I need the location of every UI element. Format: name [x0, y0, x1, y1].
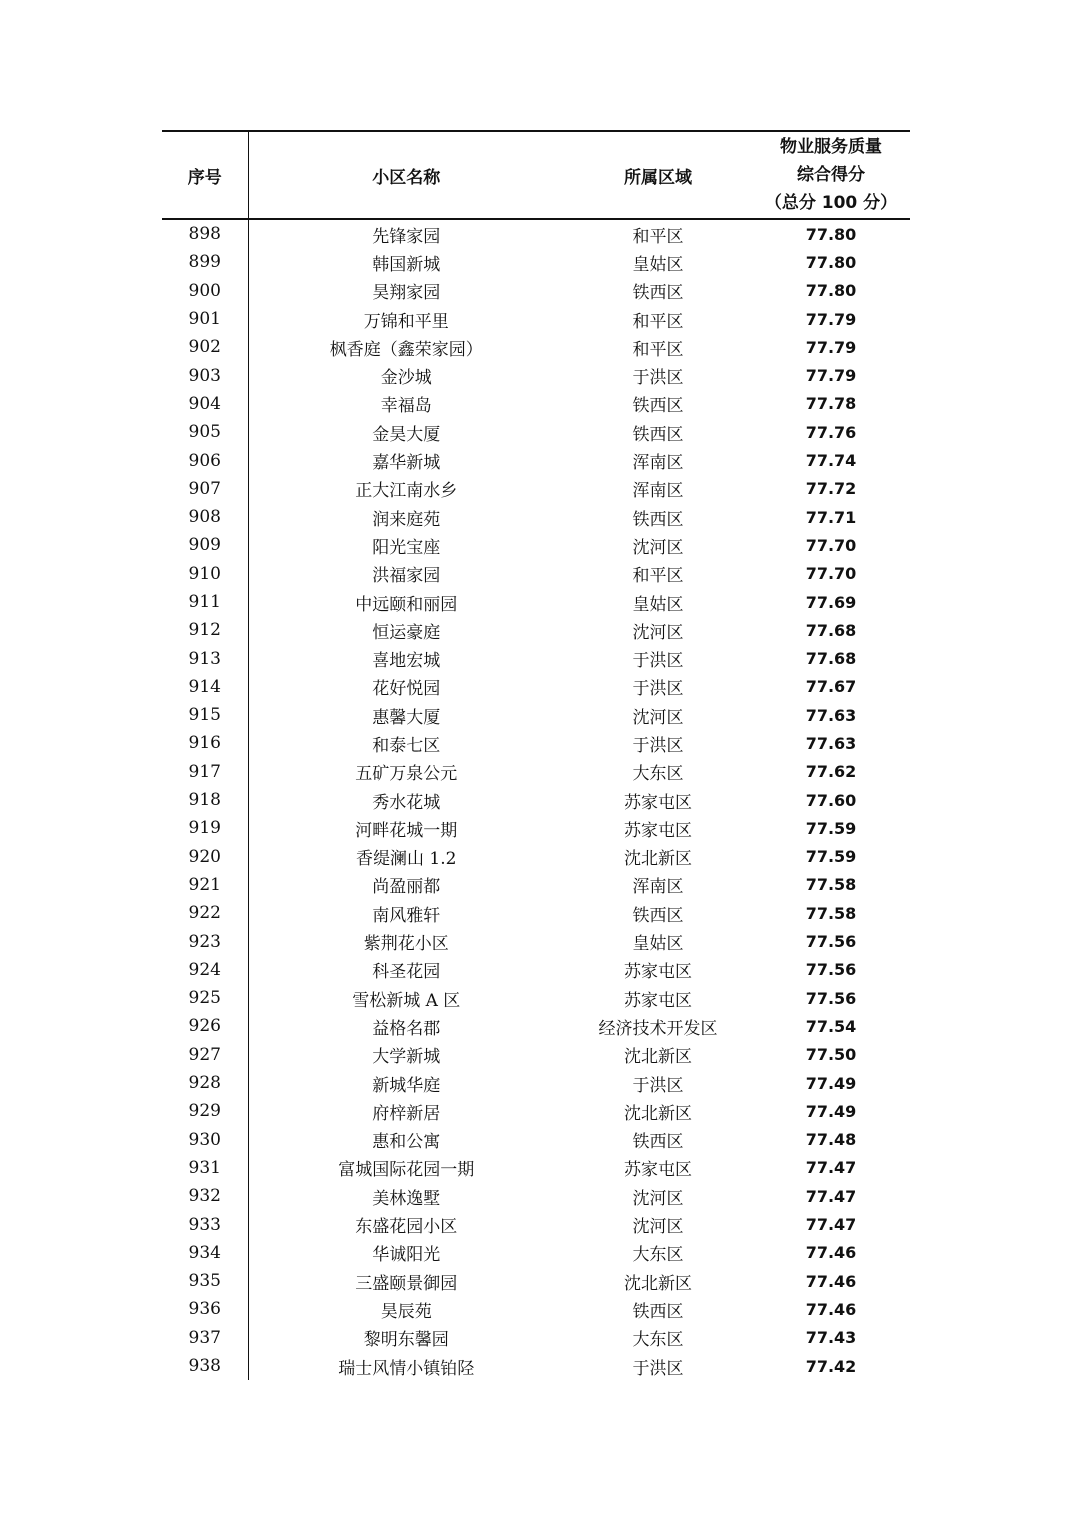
row-no: 914: [162, 673, 248, 701]
row-score: 77.50: [805, 1045, 857, 1065]
row-district: 沈河区: [632, 1188, 684, 1209]
row-score: 77.68: [805, 649, 857, 669]
table-row: [162, 927, 910, 955]
row-score: 77.72: [805, 479, 857, 499]
row-no: 910: [162, 560, 248, 588]
row-district: 沈河区: [632, 622, 684, 643]
row-district: 苏家屯区: [624, 962, 692, 983]
row-name: 万锦和平里: [363, 311, 449, 332]
row-score: 77.58: [805, 875, 857, 895]
row-district: 沈北新区: [624, 849, 692, 870]
row-score: 77.62: [805, 762, 857, 782]
row-name: 五矿万泉公元: [355, 764, 458, 785]
row-score: 77.63: [805, 705, 857, 725]
row-no: 911: [162, 588, 248, 616]
header-score: [752, 131, 910, 219]
row-district: 于洪区: [632, 1358, 684, 1379]
header-row: [162, 131, 910, 219]
row-name: 喜地宏城: [372, 651, 441, 672]
row-no: 909: [162, 531, 248, 559]
table-row: [162, 843, 910, 871]
row-no: 934: [162, 1239, 248, 1267]
table-body: [162, 219, 910, 1380]
row-district: 和平区: [632, 226, 684, 247]
row-score: 77.79: [805, 309, 857, 329]
row-district: 于洪区: [632, 651, 684, 672]
row-name: 雪松新城 A 区: [352, 990, 461, 1011]
row-no: 925: [162, 984, 248, 1012]
row-district: 经济技术开发区: [598, 1018, 718, 1039]
table-row: [162, 1182, 910, 1210]
row-score: 77.80: [805, 252, 857, 272]
table-row: [162, 814, 910, 842]
header-score-line2: 综合得分: [797, 165, 865, 185]
table-row: [162, 1097, 910, 1125]
table-row: [162, 701, 910, 729]
header-district: 所属区域: [564, 131, 752, 219]
row-name: 美林逸墅: [372, 1188, 441, 1209]
row-no: 921: [162, 871, 248, 899]
row-district: 沈河区: [632, 537, 684, 558]
row-name: 府梓新居: [372, 1103, 441, 1124]
row-name: 韩国新城: [372, 254, 441, 275]
row-name: 昊翔家园: [372, 283, 441, 304]
row-score: 77.42: [805, 1356, 857, 1376]
row-no: 918: [162, 786, 248, 814]
row-score: 77.79: [805, 337, 857, 357]
row-score: 77.47: [805, 1158, 857, 1178]
table-row: [162, 984, 910, 1012]
row-score: 77.68: [805, 620, 857, 640]
table-row: [162, 644, 910, 672]
table-row: [162, 1012, 910, 1040]
row-name: 花好悦园: [372, 679, 441, 700]
row-no: 901: [162, 305, 248, 333]
row-district: 浑南区: [632, 877, 684, 898]
row-no: 899: [162, 248, 248, 276]
row-district: 铁西区: [632, 905, 684, 926]
row-name: 黎明东馨园: [363, 1330, 449, 1351]
row-district: 于洪区: [632, 679, 684, 700]
row-score: 77.78: [805, 394, 857, 414]
row-no: 923: [162, 927, 248, 955]
table-row: [162, 1295, 910, 1323]
row-score: 77.60: [805, 790, 857, 810]
row-score: 77.46: [805, 1271, 857, 1291]
row-name: 阳光宝座: [372, 537, 441, 558]
row-no: 936: [162, 1295, 248, 1323]
row-no: 926: [162, 1012, 248, 1040]
row-name: 科圣花园: [372, 962, 441, 983]
row-score: 77.56: [805, 988, 857, 1008]
row-no: 916: [162, 729, 248, 757]
row-score: 77.48: [805, 1130, 857, 1150]
row-no: 915: [162, 701, 248, 729]
table-row: [162, 1069, 910, 1097]
row-name: 富城国际花园一期: [338, 1160, 475, 1181]
row-score: 77.76: [805, 422, 857, 442]
row-score: 77.59: [805, 818, 857, 838]
row-name: 润来庭苑: [372, 509, 441, 530]
row-district: 沈北新区: [624, 1103, 692, 1124]
row-score: 77.79: [805, 366, 857, 386]
row-score: 77.70: [805, 535, 857, 555]
row-district: 和平区: [632, 339, 684, 360]
row-name: 大学新城: [372, 1047, 441, 1068]
table-row: [162, 1239, 910, 1267]
table-row: [162, 248, 910, 276]
row-name: 和泰七区: [372, 735, 441, 756]
row-district: 苏家屯区: [624, 820, 692, 841]
table-row: [162, 956, 910, 984]
row-district: 苏家屯区: [624, 1160, 692, 1181]
row-name: 幸福岛: [380, 396, 432, 417]
row-no: 913: [162, 644, 248, 672]
row-name: 洪福家园: [372, 566, 441, 587]
table-row: [162, 531, 910, 559]
row-name: 秀水花城: [372, 792, 441, 813]
row-no: 905: [162, 418, 248, 446]
table-row: [162, 1267, 910, 1295]
row-name: 正大江南水乡: [355, 481, 458, 502]
row-district: 大东区: [632, 764, 684, 785]
row-no: 922: [162, 899, 248, 927]
table-row: [162, 758, 910, 786]
header-score-line3: （总分 100 分）: [764, 193, 898, 213]
table-row: [162, 277, 910, 305]
row-no: 928: [162, 1069, 248, 1097]
row-score: 77.58: [805, 903, 857, 923]
row-name: 华诚阳光: [372, 1245, 441, 1266]
row-score: 77.49: [805, 1073, 857, 1093]
row-no: 912: [162, 616, 248, 644]
row-district: 铁西区: [632, 424, 684, 445]
row-name: 东盛花园小区: [355, 1217, 458, 1238]
row-name: 中远颐和丽园: [355, 594, 458, 615]
row-score: 77.69: [805, 592, 857, 612]
row-district: 铁西区: [632, 283, 684, 304]
row-no: 919: [162, 814, 248, 842]
table-row: [162, 219, 910, 248]
row-district: 铁西区: [632, 509, 684, 530]
row-score: 77.47: [805, 1186, 857, 1206]
row-district: 浑南区: [632, 481, 684, 502]
row-score: 77.46: [805, 1243, 857, 1263]
row-no: 930: [162, 1126, 248, 1154]
row-name: 惠和公寓: [372, 1132, 441, 1153]
row-score: 77.80: [805, 281, 857, 301]
row-district: 大东区: [632, 1245, 684, 1266]
table-row: [162, 361, 910, 389]
row-score: 77.46: [805, 1299, 857, 1319]
row-name: 嘉华新城: [372, 453, 441, 474]
row-name: 瑞士风情小镇铂陉: [338, 1358, 475, 1379]
row-no: 908: [162, 503, 248, 531]
row-score: 77.80: [805, 224, 857, 244]
table-row: [162, 305, 910, 333]
row-district: 沈北新区: [624, 1273, 692, 1294]
row-score: 77.71: [805, 507, 857, 527]
ranking-table-container: [162, 130, 910, 1380]
table-row: [162, 899, 910, 927]
row-name: 金昊大厦: [372, 424, 441, 445]
row-no: 924: [162, 956, 248, 984]
row-name: 南风雅轩: [372, 905, 441, 926]
table-row: [162, 1210, 910, 1238]
table-row: [162, 871, 910, 899]
table-row: [162, 503, 910, 531]
table-row: [162, 588, 910, 616]
row-district: 沈北新区: [624, 1047, 692, 1068]
row-district: 浑南区: [632, 453, 684, 474]
row-district: 铁西区: [632, 1132, 684, 1153]
row-no: 933: [162, 1210, 248, 1238]
row-name: 紫荆花小区: [363, 934, 449, 955]
table-row: [162, 1352, 910, 1380]
row-name: 先锋家园: [372, 226, 441, 247]
row-no: 902: [162, 333, 248, 361]
row-no: 917: [162, 758, 248, 786]
row-score: 77.63: [805, 733, 857, 753]
row-no: 920: [162, 843, 248, 871]
table-row: [162, 418, 910, 446]
row-name: 惠馨大厦: [372, 707, 441, 728]
row-name: 昊辰苑: [380, 1301, 432, 1322]
table-row: [162, 475, 910, 503]
table-row: [162, 616, 910, 644]
row-score: 77.43: [805, 1328, 857, 1348]
row-name: 益格名郡: [372, 1018, 441, 1039]
header-score-line1: 物业服务质量: [780, 137, 882, 157]
table-row: [162, 390, 910, 418]
row-district: 沈河区: [632, 1217, 684, 1238]
row-district: 苏家屯区: [624, 792, 692, 813]
row-district: 铁西区: [632, 1301, 684, 1322]
row-score: 77.74: [805, 451, 857, 471]
row-district: 于洪区: [632, 1075, 684, 1096]
row-district: 于洪区: [632, 368, 684, 389]
table-row: [162, 1041, 910, 1069]
row-name: 金沙城: [380, 368, 432, 389]
row-score: 77.59: [805, 847, 857, 867]
row-no: 904: [162, 390, 248, 418]
row-no: 927: [162, 1041, 248, 1069]
header-name: 小区名称: [248, 131, 564, 219]
table-row: [162, 446, 910, 474]
row-score: 77.54: [805, 1016, 857, 1036]
row-district: 和平区: [632, 311, 684, 332]
ranking-table: [162, 130, 910, 1380]
row-score: 77.56: [805, 932, 857, 952]
row-district: 皇姑区: [632, 934, 684, 955]
row-score: 77.49: [805, 1101, 857, 1121]
row-district: 铁西区: [632, 396, 684, 417]
row-name: 三盛颐景御园: [355, 1273, 458, 1294]
table-row: [162, 729, 910, 757]
row-district: 沈河区: [632, 707, 684, 728]
row-score: 77.56: [805, 960, 857, 980]
row-no: 900: [162, 277, 248, 305]
row-score: 77.70: [805, 564, 857, 584]
table-row: [162, 1324, 910, 1352]
row-no: 906: [162, 446, 248, 474]
row-no: 931: [162, 1154, 248, 1182]
row-name: 河畔花城一期: [355, 820, 458, 841]
row-district: 皇姑区: [632, 594, 684, 615]
row-district: 苏家屯区: [624, 990, 692, 1011]
table-row: [162, 333, 910, 361]
row-score: 77.67: [805, 677, 857, 697]
row-district: 和平区: [632, 566, 684, 587]
row-no: 898: [162, 219, 248, 248]
table-row: [162, 1126, 910, 1154]
row-name: 新城华庭: [372, 1075, 441, 1096]
table-row: [162, 1154, 910, 1182]
row-name: 尚盈丽都: [372, 877, 441, 898]
row-name: 香缇澜山 1.2: [356, 849, 457, 870]
table-row: [162, 786, 910, 814]
row-no: 938: [162, 1352, 248, 1380]
row-no: 903: [162, 361, 248, 389]
row-no: 907: [162, 475, 248, 503]
row-no: 937: [162, 1324, 248, 1352]
row-district: 于洪区: [632, 735, 684, 756]
table-row: [162, 673, 910, 701]
header-no: 序号: [162, 131, 248, 219]
row-name: 枫香庭（鑫荣家园）: [329, 339, 483, 360]
row-name: 恒运豪庭: [372, 622, 441, 643]
table-row: [162, 560, 910, 588]
row-district: 大东区: [632, 1330, 684, 1351]
row-score: 77.47: [805, 1215, 857, 1235]
row-no: 929: [162, 1097, 248, 1125]
row-no: 932: [162, 1182, 248, 1210]
table-header: [162, 131, 910, 219]
row-no: 935: [162, 1267, 248, 1295]
row-district: 皇姑区: [632, 254, 684, 275]
